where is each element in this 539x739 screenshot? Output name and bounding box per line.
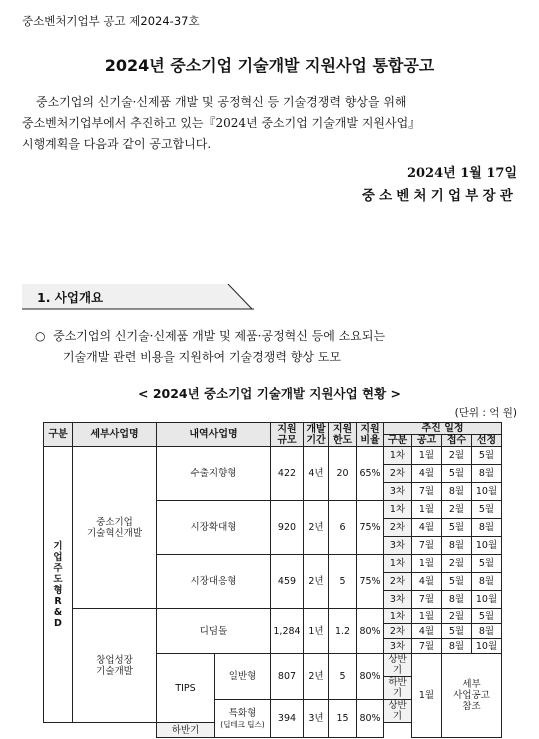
round-receipt: 8월: [442, 639, 472, 654]
round-receipt: 2월: [442, 555, 472, 573]
program-limit: 1.2: [329, 609, 357, 654]
tips-special-limit: 15: [329, 700, 357, 738]
tips-announce: 1월: [412, 654, 442, 738]
round-selection: 5월: [472, 501, 502, 519]
round-announce: 4월: [412, 519, 442, 537]
intro-line: 중소기업의 신기술·신제품 개발 및 공정혁신 등 기술경쟁력 향상을 위해: [36, 95, 407, 109]
program-name: 디딤돌: [157, 609, 271, 654]
tips-label: TIPS: [157, 654, 215, 723]
round-selection: 10월: [472, 483, 502, 501]
tips-general-scale: 807: [271, 654, 304, 700]
header-category: 구분: [44, 423, 73, 447]
program-name: 시장대응형: [157, 555, 271, 609]
header-announce: 공고: [412, 435, 442, 447]
intro-line: 중소벤처기업부에서 추진하고 있는『2024년 중소기업 기술개발 지원사업』: [22, 116, 421, 130]
tips-special-period: 3년: [304, 700, 329, 738]
header-detail-program: 내역사업명: [157, 423, 271, 447]
round-selection: 8월: [472, 519, 502, 537]
program-ratio: 75%: [357, 555, 384, 609]
table-spacer: [44, 723, 157, 738]
round-label: 2차: [384, 624, 412, 639]
round-receipt: 5월: [442, 465, 472, 483]
program-name: 수출지향형: [157, 447, 271, 501]
page-title: 2024년 중소기업 기술개발 지원사업 통합공고: [104, 56, 435, 75]
bullet-marker: ○: [35, 329, 46, 343]
tips-half: 하반기: [384, 677, 412, 700]
header-schedule: 추진 일정: [384, 423, 502, 435]
round-label: 1차: [384, 501, 412, 519]
header-round: 구분: [384, 435, 412, 447]
program-limit: 20: [329, 447, 357, 501]
round-announce: 1월: [412, 609, 442, 624]
document-number: 중소벤처기업부 공고 제2024-37호: [22, 14, 200, 28]
program-period: 2년: [304, 501, 329, 555]
round-label: 1차: [384, 609, 412, 624]
header-receipt: 접수: [442, 435, 472, 447]
round-selection: 8월: [472, 624, 502, 639]
intro-line: 시행계획을 다음과 같이 공고합니다.: [22, 137, 212, 151]
round-receipt: 2월: [442, 609, 472, 624]
round-label: 2차: [384, 465, 412, 483]
round-receipt: 8월: [442, 537, 472, 555]
program-scale: 459: [271, 555, 304, 609]
round-selection: 10월: [472, 591, 502, 609]
round-selection: 8월: [472, 465, 502, 483]
sub-program-innovation: 중소기업 기술혁신개발: [73, 447, 157, 609]
round-announce: 1월: [412, 501, 442, 519]
round-label: 3차: [384, 591, 412, 609]
program-scale: 920: [271, 501, 304, 555]
round-label: 3차: [384, 483, 412, 501]
round-receipt: 5월: [442, 573, 472, 591]
round-selection: 5월: [472, 555, 502, 573]
section-heading: [22, 284, 254, 310]
bullet-line: 중소기업의 신기술·신제품 개발 및 제품·공정혁신 등에 소요되는: [53, 329, 386, 343]
round-selection: 5월: [472, 609, 502, 624]
tips-general-limit: 5: [329, 654, 357, 700]
sub-program-startup: 창업성장 기술개발: [73, 609, 157, 723]
program-period: 1년: [304, 609, 329, 654]
round-label: 1차: [384, 447, 412, 465]
intro-paragraph: [22, 92, 522, 155]
program-scale: 1,284: [271, 609, 304, 654]
table-title: < 2024년 중소기업 기술개발 지원사업 현황 >: [138, 386, 401, 401]
round-selection: 5월: [472, 447, 502, 465]
header-period: 개발 기간: [304, 423, 329, 447]
round-receipt: 5월: [442, 624, 472, 639]
header-ratio: 지원 비율: [357, 423, 384, 447]
header-limit: 지원 한도: [329, 423, 357, 447]
round-selection: 8월: [472, 573, 502, 591]
round-receipt: 5월: [442, 519, 472, 537]
tips-half: 상반기: [384, 700, 412, 723]
program-limit: 6: [329, 501, 357, 555]
round-selection: 10월: [472, 639, 502, 654]
header-selection: 선정: [472, 435, 502, 447]
round-selection: 10월: [472, 537, 502, 555]
category-cell: 기 업 주 도 형 R & D: [44, 447, 73, 723]
table-unit: (단위 : 억 원): [454, 407, 517, 419]
program-ratio: 80%: [357, 609, 384, 654]
round-announce: 4월: [412, 624, 442, 639]
tips-note: 세부 사업공고 참조: [442, 654, 502, 738]
overview-bullet: [35, 326, 515, 368]
section-heading-text: 1. 사업개요: [37, 290, 104, 305]
round-label: 3차: [384, 537, 412, 555]
program-period: 4년: [304, 447, 329, 501]
program-ratio: 65%: [357, 447, 384, 501]
round-receipt: 2월: [442, 447, 472, 465]
tips-special-ratio: 80%: [357, 700, 384, 738]
round-announce: 4월: [412, 465, 442, 483]
round-label: 2차: [384, 519, 412, 537]
program-name: 시장확대형: [157, 501, 271, 555]
round-announce: 7월: [412, 537, 442, 555]
round-receipt: 8월: [442, 591, 472, 609]
header-sub-program: 세부사업명: [73, 423, 157, 447]
tips-general-period: 2년: [304, 654, 329, 700]
round-announce: 1월: [412, 555, 442, 573]
program-table: [43, 422, 502, 738]
program-period: 2년: [304, 555, 329, 609]
round-label: 3차: [384, 639, 412, 654]
tips-general-ratio: 80%: [357, 654, 384, 700]
issuer: 중소벤처기업부장관: [361, 188, 517, 204]
round-label: 2차: [384, 573, 412, 591]
tips-general-name: 일반형: [215, 654, 271, 700]
tips-special-name: 특화형 (딥테크 팁스): [215, 700, 271, 738]
round-announce: 7월: [412, 483, 442, 501]
tips-half: 상반기: [384, 654, 412, 677]
announcement-date: 2024년 1월 17일: [406, 166, 517, 181]
program-limit: 5: [329, 555, 357, 609]
program-scale: 422: [271, 447, 304, 501]
round-receipt: 8월: [442, 483, 472, 501]
round-announce: 1월: [412, 447, 442, 465]
round-receipt: 2월: [442, 501, 472, 519]
bullet-line: 기술개발 관련 비용을 지원하여 기술경쟁력 향상 도모: [63, 350, 341, 364]
round-announce: 7월: [412, 591, 442, 609]
round-announce: 7월: [412, 639, 442, 654]
round-label: 1차: [384, 555, 412, 573]
program-ratio: 75%: [357, 501, 384, 555]
round-announce: 4월: [412, 573, 442, 591]
tips-special-scale: 394: [271, 700, 304, 738]
header-scale: 지원 규모: [271, 423, 304, 447]
tips-half: 하반기: [157, 723, 215, 738]
